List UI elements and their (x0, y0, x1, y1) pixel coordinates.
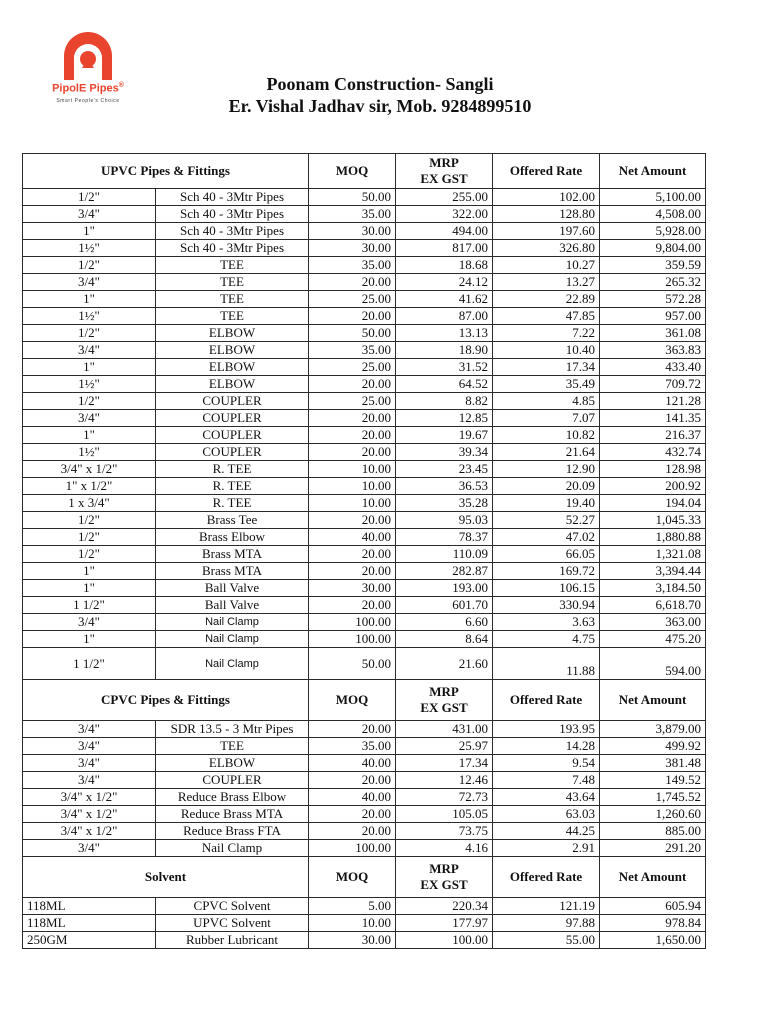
offered-rate-cell: 7.07 (493, 410, 600, 427)
table-row (23, 648, 706, 680)
item-cell: Sch 40 - 3Mtr Pipes (156, 240, 309, 257)
moq-cell: 25.00 (309, 291, 396, 308)
item-cell: Brass MTA (156, 546, 309, 563)
moq-cell: 20.00 (309, 721, 396, 738)
offered-rate-cell: 121.19 (493, 898, 600, 915)
size-cell: 1 1/2" (23, 648, 156, 680)
table-row (23, 806, 706, 823)
net-amount-cell: 121.28 (600, 393, 706, 410)
item-cell: COUPLER (156, 444, 309, 461)
moq-cell: 50.00 (309, 325, 396, 342)
offered-rate-cell: 22.89 (493, 291, 600, 308)
offered-rate-cell: 10.40 (493, 342, 600, 359)
mrp-cell: 41.62 (396, 291, 493, 308)
item-cell: COUPLER (156, 410, 309, 427)
size-cell: 1/2" (23, 546, 156, 563)
net-amount-cell: 3,394.44 (600, 563, 706, 580)
mrp-cell: 105.05 (396, 806, 493, 823)
offered-rate-cell: 197.60 (493, 223, 600, 240)
offered-rate-cell: 193.95 (493, 721, 600, 738)
size-cell: 1/2" (23, 325, 156, 342)
moq-cell: 10.00 (309, 915, 396, 932)
size-cell: 1" x 1/2" (23, 478, 156, 495)
mrp-cell: 19.67 (396, 427, 493, 444)
table-row (23, 915, 706, 932)
size-cell: 1" (23, 223, 156, 240)
table-row (23, 325, 706, 342)
mrp-cell: 39.34 (396, 444, 493, 461)
mrp-cell: 18.90 (396, 342, 493, 359)
moq-cell: 20.00 (309, 806, 396, 823)
offered-rate-cell: 4.85 (493, 393, 600, 410)
table-row (23, 206, 706, 223)
net-amount-cell: 594.00 (600, 648, 706, 680)
net-amount-cell: 978.84 (600, 915, 706, 932)
net-amount-cell: 3,184.50 (600, 580, 706, 597)
moq-cell: 20.00 (309, 376, 396, 393)
mrp-cell: 64.52 (396, 376, 493, 393)
table-row (23, 444, 706, 461)
mrp-cell: 6.60 (396, 614, 493, 631)
net-amount-cell: 1,045.33 (600, 512, 706, 529)
size-cell: 3/4" (23, 206, 156, 223)
offered-rate-cell: 44.25 (493, 823, 600, 840)
offered-rate-cell: 326.80 (493, 240, 600, 257)
item-cell: COUPLER (156, 427, 309, 444)
net-amount-cell: 957.00 (600, 308, 706, 325)
item-cell: ELBOW (156, 755, 309, 772)
mrp-cell: 8.82 (396, 393, 493, 410)
item-cell: ELBOW (156, 325, 309, 342)
table-row (23, 898, 706, 915)
offered-rate-cell: 330.94 (493, 597, 600, 614)
brand-name: PipolE Pipes® (52, 82, 124, 95)
size-cell: 250GM (23, 932, 156, 949)
section-title: CPVC Pipes & Fittings (23, 680, 309, 721)
net-amount-cell: 1,745.52 (600, 789, 706, 806)
moq-cell: 20.00 (309, 546, 396, 563)
item-cell: Nail Clamp (156, 648, 309, 680)
net-amount-cell: 359.59 (600, 257, 706, 274)
moq-cell: 20.00 (309, 597, 396, 614)
size-cell: 1" (23, 580, 156, 597)
size-cell: 3/4" x 1/2" (23, 806, 156, 823)
moq-cell: 20.00 (309, 308, 396, 325)
net-amount-cell: 5,100.00 (600, 189, 706, 206)
item-cell: Ball Valve (156, 597, 309, 614)
net-amount-cell: 572.28 (600, 291, 706, 308)
moq-cell: 30.00 (309, 223, 396, 240)
net-amount-cell: 194.04 (600, 495, 706, 512)
brand-tagline: Smart People's Choice (56, 98, 120, 104)
size-cell: 1/2" (23, 189, 156, 206)
item-cell: Nail Clamp (156, 614, 309, 631)
section-title: Solvent (23, 857, 309, 898)
col-header-mrp: MRP EX GST (396, 680, 493, 721)
offered-rate-cell: 35.49 (493, 376, 600, 393)
table-row (23, 597, 706, 614)
offered-rate-cell: 19.40 (493, 495, 600, 512)
size-cell: 1" (23, 631, 156, 648)
table-row (23, 738, 706, 755)
mrp-cell: 24.12 (396, 274, 493, 291)
table-row (23, 393, 706, 410)
col-header-net-amount: Net Amount (600, 680, 706, 721)
section-header-row (23, 154, 706, 189)
net-amount-cell: 216.37 (600, 427, 706, 444)
size-cell: 1/2" (23, 393, 156, 410)
net-amount-cell: 381.48 (600, 755, 706, 772)
table-row (23, 789, 706, 806)
net-amount-cell: 291.20 (600, 840, 706, 857)
mrp-cell: 21.60 (396, 648, 493, 680)
col-header-net-amount: Net Amount (600, 857, 706, 898)
table-row (23, 223, 706, 240)
item-cell: Ball Valve (156, 580, 309, 597)
net-amount-cell: 605.94 (600, 898, 706, 915)
section-header-row (23, 857, 706, 898)
offered-rate-cell: 21.64 (493, 444, 600, 461)
offered-rate-cell: 43.64 (493, 789, 600, 806)
mrp-cell: 177.97 (396, 915, 493, 932)
size-cell: 3/4" (23, 274, 156, 291)
mrp-cell: 13.13 (396, 325, 493, 342)
offered-rate-cell: 9.54 (493, 755, 600, 772)
size-cell: 1" (23, 563, 156, 580)
size-cell: 3/4" (23, 410, 156, 427)
offered-rate-cell: 47.02 (493, 529, 600, 546)
size-cell: 3/4" x 1/2" (23, 789, 156, 806)
net-amount-cell: 432.74 (600, 444, 706, 461)
size-cell: 3/4" (23, 342, 156, 359)
page-title: Poonam Construction- Sangli (266, 74, 494, 94)
moq-cell: 10.00 (309, 495, 396, 512)
moq-cell: 20.00 (309, 823, 396, 840)
item-cell: ELBOW (156, 342, 309, 359)
mrp-cell: 817.00 (396, 240, 493, 257)
table-row (23, 840, 706, 857)
moq-cell: 25.00 (309, 393, 396, 410)
net-amount-cell: 1,880.88 (600, 529, 706, 546)
offered-rate-cell: 11.88 (493, 648, 600, 680)
moq-cell: 35.00 (309, 206, 396, 223)
item-cell: TEE (156, 738, 309, 755)
moq-cell: 20.00 (309, 427, 396, 444)
col-header-offered-rate: Offered Rate (493, 857, 600, 898)
net-amount-cell: 363.00 (600, 614, 706, 631)
item-cell: Sch 40 - 3Mtr Pipes (156, 223, 309, 240)
offered-rate-cell: 10.27 (493, 257, 600, 274)
price-table (22, 153, 706, 949)
mrp-cell: 193.00 (396, 580, 493, 597)
moq-cell: 35.00 (309, 738, 396, 755)
moq-cell: 20.00 (309, 444, 396, 461)
net-amount-cell: 361.08 (600, 325, 706, 342)
size-cell: 3/4" (23, 772, 156, 789)
mrp-cell: 31.52 (396, 359, 493, 376)
table-row (23, 772, 706, 789)
moq-cell: 10.00 (309, 461, 396, 478)
net-amount-cell: 3,879.00 (600, 721, 706, 738)
moq-cell: 20.00 (309, 410, 396, 427)
offered-rate-cell: 3.63 (493, 614, 600, 631)
item-cell: CPVC Solvent (156, 898, 309, 915)
table-row (23, 755, 706, 772)
item-cell: TEE (156, 308, 309, 325)
net-amount-cell: 1,650.00 (600, 932, 706, 949)
moq-cell: 35.00 (309, 342, 396, 359)
mrp-cell: 73.75 (396, 823, 493, 840)
table-row (23, 495, 706, 512)
offered-rate-cell: 7.22 (493, 325, 600, 342)
offered-rate-cell: 7.48 (493, 772, 600, 789)
col-header-offered-rate: Offered Rate (493, 154, 600, 189)
mrp-cell: 12.85 (396, 410, 493, 427)
item-cell: TEE (156, 274, 309, 291)
table-row (23, 274, 706, 291)
table-row (23, 563, 706, 580)
mrp-cell: 12.46 (396, 772, 493, 789)
net-amount-cell: 6,618.70 (600, 597, 706, 614)
size-cell: 3/4" (23, 840, 156, 857)
mrp-cell: 494.00 (396, 223, 493, 240)
table-row (23, 376, 706, 393)
size-cell: 1½" (23, 308, 156, 325)
mrp-cell: 431.00 (396, 721, 493, 738)
section-title: UPVC Pipes & Fittings (23, 154, 309, 189)
offered-rate-cell: 12.90 (493, 461, 600, 478)
net-amount-cell: 200.92 (600, 478, 706, 495)
mrp-cell: 23.45 (396, 461, 493, 478)
table-row (23, 240, 706, 257)
table-row (23, 359, 706, 376)
size-cell: 1/2" (23, 257, 156, 274)
mrp-cell: 36.53 (396, 478, 493, 495)
mrp-cell: 35.28 (396, 495, 493, 512)
item-cell: Reduce Brass Elbow (156, 789, 309, 806)
item-cell: Brass Tee (156, 512, 309, 529)
item-cell: ELBOW (156, 376, 309, 393)
net-amount-cell: 5,928.00 (600, 223, 706, 240)
size-cell: 3/4" (23, 738, 156, 755)
col-header-offered-rate: Offered Rate (493, 680, 600, 721)
offered-rate-cell: 106.15 (493, 580, 600, 597)
net-amount-cell: 1,321.08 (600, 546, 706, 563)
mrp-cell: 72.73 (396, 789, 493, 806)
size-cell: 1½" (23, 444, 156, 461)
size-cell: 1" (23, 427, 156, 444)
item-cell: Nail Clamp (156, 631, 309, 648)
mrp-cell: 110.09 (396, 546, 493, 563)
moq-cell: 25.00 (309, 359, 396, 376)
offered-rate-cell: 47.85 (493, 308, 600, 325)
mrp-cell: 255.00 (396, 189, 493, 206)
mrp-cell: 18.68 (396, 257, 493, 274)
table-row (23, 512, 706, 529)
mrp-cell: 220.34 (396, 898, 493, 915)
mrp-cell: 17.34 (396, 755, 493, 772)
net-amount-cell: 709.72 (600, 376, 706, 393)
moq-cell: 100.00 (309, 614, 396, 631)
offered-rate-cell: 2.91 (493, 840, 600, 857)
offered-rate-cell: 63.03 (493, 806, 600, 823)
size-cell: 1½" (23, 240, 156, 257)
table-row (23, 427, 706, 444)
size-cell: 1" (23, 359, 156, 376)
net-amount-cell: 363.83 (600, 342, 706, 359)
offered-rate-cell: 97.88 (493, 915, 600, 932)
size-cell: 3/4" (23, 721, 156, 738)
item-cell: SDR 13.5 - 3 Mtr Pipes (156, 721, 309, 738)
offered-rate-cell: 55.00 (493, 932, 600, 949)
size-cell: 1 1/2" (23, 597, 156, 614)
table-row (23, 478, 706, 495)
net-amount-cell: 265.32 (600, 274, 706, 291)
size-cell: 1" (23, 291, 156, 308)
item-cell: UPVC Solvent (156, 915, 309, 932)
item-cell: Sch 40 - 3Mtr Pipes (156, 189, 309, 206)
col-header-mrp: MRP EX GST (396, 857, 493, 898)
moq-cell: 20.00 (309, 563, 396, 580)
table-row (23, 189, 706, 206)
size-cell: 1 x 3/4" (23, 495, 156, 512)
offered-rate-cell: 14.28 (493, 738, 600, 755)
table-row (23, 410, 706, 427)
col-header-net-amount: Net Amount (600, 154, 706, 189)
item-cell: Nail Clamp (156, 840, 309, 857)
net-amount-cell: 433.40 (600, 359, 706, 376)
moq-cell: 50.00 (309, 648, 396, 680)
net-amount-cell: 1,260.60 (600, 806, 706, 823)
offered-rate-cell: 10.82 (493, 427, 600, 444)
size-cell: 3/4" x 1/2" (23, 461, 156, 478)
item-cell: COUPLER (156, 772, 309, 789)
moq-cell: 50.00 (309, 189, 396, 206)
size-cell: 1/2" (23, 529, 156, 546)
col-header-mrp: MRP EX GST (396, 154, 493, 189)
offered-rate-cell: 52.27 (493, 512, 600, 529)
table-row (23, 580, 706, 597)
item-cell: Brass Elbow (156, 529, 309, 546)
moq-cell: 30.00 (309, 580, 396, 597)
moq-cell: 40.00 (309, 789, 396, 806)
net-amount-cell: 141.35 (600, 410, 706, 427)
mrp-cell: 25.97 (396, 738, 493, 755)
mrp-cell: 78.37 (396, 529, 493, 546)
table-row (23, 932, 706, 949)
moq-cell: 20.00 (309, 772, 396, 789)
size-cell: 3/4" (23, 614, 156, 631)
item-cell: R. TEE (156, 461, 309, 478)
moq-cell: 20.00 (309, 274, 396, 291)
moq-cell: 100.00 (309, 840, 396, 857)
offered-rate-cell: 4.75 (493, 631, 600, 648)
mrp-cell: 95.03 (396, 512, 493, 529)
size-cell: 3/4" x 1/2" (23, 823, 156, 840)
table-row (23, 631, 706, 648)
moq-cell: 40.00 (309, 755, 396, 772)
offered-rate-cell: 102.00 (493, 189, 600, 206)
table-row (23, 614, 706, 631)
size-cell: 3/4" (23, 755, 156, 772)
net-amount-cell: 475.20 (600, 631, 706, 648)
table-row (23, 721, 706, 738)
moq-cell: 20.00 (309, 512, 396, 529)
offered-rate-cell: 128.80 (493, 206, 600, 223)
mrp-cell: 601.70 (396, 597, 493, 614)
net-amount-cell: 4,508.00 (600, 206, 706, 223)
moq-cell: 40.00 (309, 529, 396, 546)
table-row (23, 291, 706, 308)
mrp-cell: 282.87 (396, 563, 493, 580)
brand-logo (24, 32, 152, 124)
col-header-moq: MOQ (309, 680, 396, 721)
offered-rate-cell: 66.05 (493, 546, 600, 563)
table-row (23, 546, 706, 563)
offered-rate-cell: 17.34 (493, 359, 600, 376)
size-cell: 1½" (23, 376, 156, 393)
offered-rate-cell: 169.72 (493, 563, 600, 580)
item-cell: TEE (156, 291, 309, 308)
item-cell: R. TEE (156, 495, 309, 512)
net-amount-cell: 885.00 (600, 823, 706, 840)
item-cell: COUPLER (156, 393, 309, 410)
size-cell: 118ML (23, 915, 156, 932)
mrp-cell: 322.00 (396, 206, 493, 223)
item-cell: Sch 40 - 3Mtr Pipes (156, 206, 309, 223)
offered-rate-cell: 13.27 (493, 274, 600, 291)
mrp-cell: 4.16 (396, 840, 493, 857)
net-amount-cell: 9,804.00 (600, 240, 706, 257)
moq-cell: 30.00 (309, 240, 396, 257)
item-cell: R. TEE (156, 478, 309, 495)
page-subtitle-contact: Er. Vishal Jadhav sir, Mob. 9284899510 (228, 96, 532, 116)
mrp-cell: 8.64 (396, 631, 493, 648)
pipe-logo-icon (24, 32, 152, 82)
offered-rate-cell: 20.09 (493, 478, 600, 495)
table-row (23, 461, 706, 478)
item-cell: Reduce Brass FTA (156, 823, 309, 840)
net-amount-cell: 499.92 (600, 738, 706, 755)
table-row (23, 308, 706, 325)
item-cell: Reduce Brass MTA (156, 806, 309, 823)
col-header-moq: MOQ (309, 154, 396, 189)
section-header-row (23, 680, 706, 721)
moq-cell: 10.00 (309, 478, 396, 495)
net-amount-cell: 149.52 (600, 772, 706, 789)
size-cell: 1/2" (23, 512, 156, 529)
moq-cell: 30.00 (309, 932, 396, 949)
item-cell: Brass MTA (156, 563, 309, 580)
item-cell: Rubber Lubricant (156, 932, 309, 949)
moq-cell: 5.00 (309, 898, 396, 915)
item-cell: TEE (156, 257, 309, 274)
table-row (23, 342, 706, 359)
mrp-cell: 100.00 (396, 932, 493, 949)
table-row (23, 529, 706, 546)
col-header-moq: MOQ (309, 857, 396, 898)
size-cell: 118ML (23, 898, 156, 915)
table-row (23, 257, 706, 274)
moq-cell: 35.00 (309, 257, 396, 274)
net-amount-cell: 128.98 (600, 461, 706, 478)
item-cell: ELBOW (156, 359, 309, 376)
mrp-cell: 87.00 (396, 308, 493, 325)
moq-cell: 100.00 (309, 631, 396, 648)
table-row (23, 823, 706, 840)
